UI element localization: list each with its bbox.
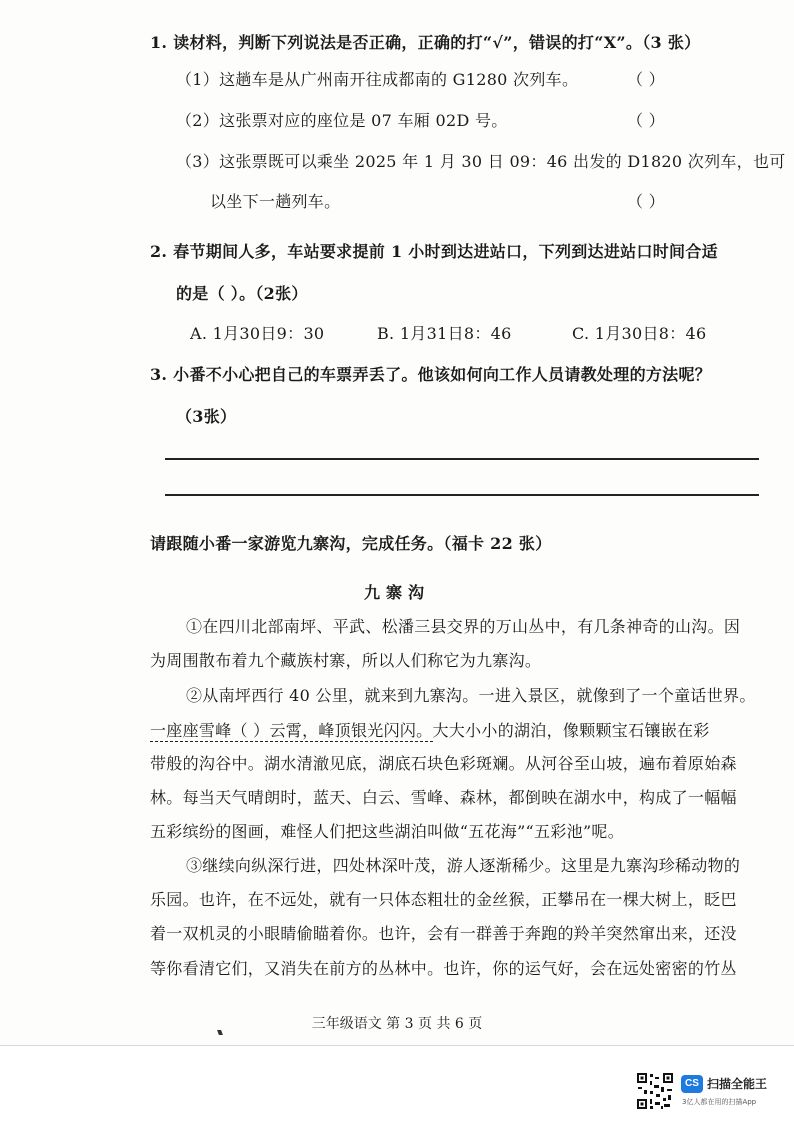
- q2-option-c: C. 1月30日8：46: [572, 324, 707, 343]
- q2-option-a: A. 1月30日9：30: [190, 324, 325, 343]
- q2-stem-continuation[interactable]: 的是（ ）。（2张）: [176, 284, 308, 303]
- passage-line: ①在四川北部南坪、平武、松潘三县交界的万山丛中，有几条神奇的山沟。因: [186, 617, 741, 636]
- page-footer: 三年级语文 第 3 页 共 6 页: [311, 1016, 483, 1032]
- passage-title: 九寨沟: [363, 583, 430, 602]
- q2-option-b: B. 1月31日8：46: [377, 324, 512, 343]
- passage-line: 等你看清它们，又消失在前方的丛林中。也许，你的运气好，会在远处密密的竹丛: [150, 959, 737, 978]
- passage-line: 乐园。也许，在不远处，就有一只体态粗壮的金丝猴，正攀吊在一棵大树上，眨巴: [150, 890, 737, 909]
- passage-line: 林。每当天气晴朗时，蓝天、白云、雪峰、森林，都倒映在湖水中，构成了一幅幅: [150, 788, 737, 807]
- q2-stem: 2. 春节期间人多，车站要求提前 1 小时到达进站口，下列到达进站口时间合适: [150, 242, 718, 261]
- passage-line: 为周围散布着九个藏族村寨，所以人们称它为九寨沟。: [150, 651, 542, 670]
- qr-code-icon: [636, 1072, 674, 1110]
- q1-item-2: （2）这张票对应的座位是 07 车厢 02D 号。: [176, 111, 508, 130]
- q1-item-2-answer-paren[interactable]: （ ）: [627, 111, 665, 130]
- q1-stem: 1. 读材料，判断下列说法是否正确，正确的打“√”，错误的打“X”。（3 张）: [150, 33, 701, 52]
- task-intro: 请跟随小番一家游览九寨沟，完成任务。（福卡 22 张）: [150, 534, 552, 553]
- camscanner-logo-icon: CS: [681, 1075, 703, 1093]
- q3-answer-line-2[interactable]: [165, 494, 759, 496]
- scanner-app-tagline: 3亿人都在用的扫描App: [682, 1098, 757, 1106]
- passage-line-rest: 大大小小的湖泊，像颗颗宝石镶嵌在彩: [432, 721, 710, 740]
- passage-line: ②从南坪西行 40 公里，就来到九寨沟。一进入景区，就像到了一个童话世界。: [186, 686, 756, 705]
- q1-item-3-continuation: 以坐下一趟列车。: [210, 192, 341, 211]
- scanner-watermark: [636, 1072, 782, 1112]
- passage-line: 带般的沟谷中。湖水清澈见底，湖底石块色彩斑斓。从河谷至山坡，遍布着原始森: [150, 754, 737, 773]
- q3-stem: 3. 小番不小心把自己的车票弄丢了。他该如何向工作人员请教处理的方法呢？: [150, 365, 712, 384]
- passage-line: 着一双机灵的小眼睛偷瞄着你。也许，会有一群善于奔跑的羚羊突然窜出来，还没: [150, 924, 737, 943]
- q3-answer-line-1[interactable]: [165, 458, 759, 460]
- passage-underlined-sentence[interactable]: [150, 718, 710, 741]
- passage-line: 五彩缤纷的图画，难怪人们把这些湖泊叫做“五花海”“五彩池”呢。: [150, 822, 625, 841]
- scanner-app-name: 扫描全能王: [707, 1077, 768, 1091]
- q1-item-1-answer-paren[interactable]: （ ）: [627, 70, 665, 89]
- page-edge-divider: [0, 1045, 794, 1046]
- q1-item-3: （3）这张票既可以乘坐 2025 年 1 月 30 日 09：46 出发的 D1820 次列车，也可: [176, 152, 786, 171]
- q1-item-3-answer-paren[interactable]: （ ）: [627, 192, 665, 211]
- passage-line: ③继续向纵深行进，四处林深叶茂，游人逐渐稀少。这里是九寨沟珍稀动物的: [186, 856, 741, 875]
- fill-blank-sentence[interactable]: 一座座雪峰（ ）云霄，峰顶银光闪闪。: [150, 721, 433, 740]
- q3-score: （3张）: [176, 407, 237, 426]
- q1-item-1: （1）这趟车是从广州南开往成都南的 G1280 次列车。: [176, 70, 579, 89]
